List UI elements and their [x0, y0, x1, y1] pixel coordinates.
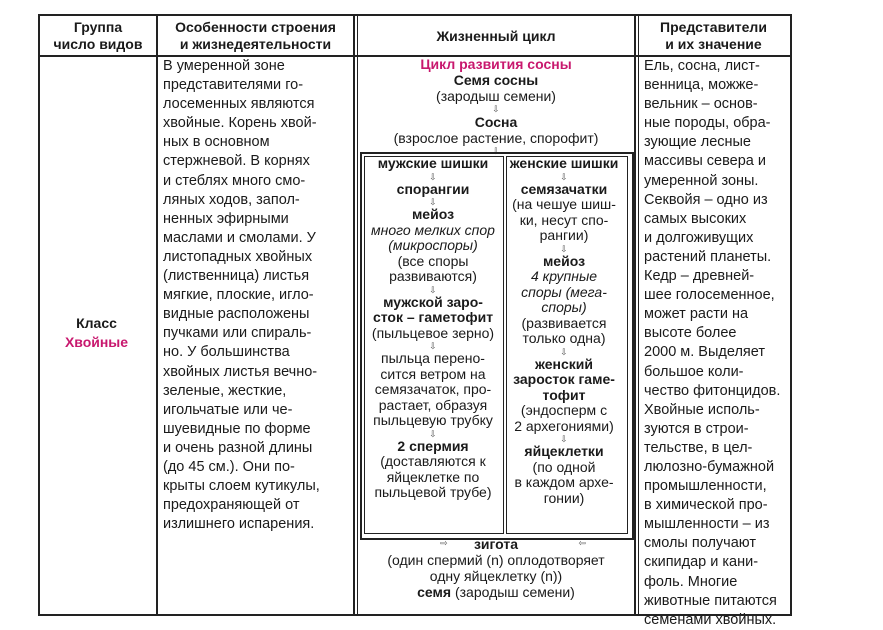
- arrow-right-icon: ⇨: [440, 538, 448, 548]
- zygote-note-1: (один спермий (n) оплодотворяет: [387, 552, 605, 568]
- reps-line: самых высоких: [644, 210, 747, 227]
- header-representatives: Представители и их значение: [660, 19, 767, 52]
- reps-line: Кедр – древней-: [644, 268, 755, 285]
- reps-line: большое коли-: [644, 363, 744, 380]
- reps-line: шее голосеменное,: [644, 287, 775, 304]
- pine-note: (взрослое растение, спорофит): [393, 130, 599, 146]
- arrow-down-icon: ⇩: [492, 146, 500, 156]
- male-branch: мужские шишки ⇩ спорангии ⇩ мейоз много мелких спор (микроспоры) (все споры развиваются) ⇩ мужской заро- сток – гаметофит (пыльцевое зерно) ⇩ пыльца перено- сится ветром на семязачаток, про- растает, образуя пыльцевую трубку ⇩ 2 спермия (доставляются к яйцеклетке по пыльцевой трубе): [365, 156, 501, 501]
- arrow-down-icon: ⇩: [429, 284, 437, 295]
- reps-line: Секвойя – одно из: [644, 191, 768, 208]
- features-line: ляных ходов, запол-: [163, 191, 300, 208]
- arrow-down-icon: ⇩: [560, 243, 568, 254]
- features-line: (до 45 см.). Они по-: [163, 458, 295, 475]
- reps-line: и долгоживущих: [644, 229, 754, 246]
- reps-line: в химической про-: [644, 497, 768, 514]
- arrow-down-icon: ⇩: [560, 346, 568, 357]
- features-line: ненных эфирными: [163, 210, 289, 227]
- lifecycle-bottom: [358, 536, 634, 600]
- reps-line: венница, можже-: [644, 77, 759, 94]
- seed-title: Семя сосны: [453, 72, 539, 88]
- reps-line: тельстве, в цел-: [644, 439, 753, 456]
- representatives-cell: [644, 57, 784, 630]
- reps-line: животные питаются: [644, 592, 777, 609]
- header-lifecycle: Жизненный цикл: [436, 27, 556, 44]
- features-line: предохраняющей от: [163, 497, 300, 514]
- group-name: Хвойные: [64, 334, 129, 350]
- features-line: В умеренной зоне: [163, 58, 285, 74]
- final-seed-note: (зародыш семени): [454, 584, 575, 600]
- lifecycle-top: [358, 56, 634, 156]
- reps-line: Ель, сосна, лист-: [644, 58, 760, 74]
- reps-line: люлозно-бумажной: [644, 458, 775, 475]
- features-line: крыты слоем кутикулы,: [163, 478, 320, 495]
- features-line: и очень разной длины: [163, 439, 313, 456]
- reps-line: может расти на: [644, 306, 749, 323]
- arrow-left-icon: ⇦: [578, 538, 586, 548]
- features-line: (лиственница) листья: [163, 268, 310, 285]
- features-line: хвойные. Корень хвой-: [163, 115, 317, 132]
- features-line: ных в основном: [163, 134, 270, 151]
- pine-title: Сосна: [474, 114, 518, 130]
- reps-line: смолы получают: [644, 535, 756, 552]
- column-divider-3: [634, 14, 636, 614]
- reps-line: 2000 м. Выделяет: [644, 344, 765, 361]
- gymnosperm-table: [38, 14, 790, 628]
- features-line: излишнего испарения.: [163, 516, 315, 533]
- reps-line: семенами хвойных.: [644, 611, 777, 628]
- reps-line: чество фитонцидов.: [644, 382, 781, 399]
- header-group: Группа число видов: [53, 19, 143, 52]
- lifecycle-box: [360, 152, 634, 540]
- features-line: хвойных листья вечно-: [163, 363, 318, 380]
- reps-line: мышленности – из: [644, 516, 770, 533]
- reps-line: растений планеты.: [644, 248, 772, 265]
- arrow-down-icon: ⇩: [560, 171, 568, 182]
- seed-note: (зародыш семени): [436, 88, 556, 104]
- column-divider-2: [353, 14, 355, 614]
- reps-line: Хвойные исполь-: [644, 401, 760, 418]
- features-cell: [163, 57, 346, 534]
- header-features: Особенности строения и жизнедеятельности: [175, 19, 336, 52]
- reps-line: скипидар и кани-: [644, 554, 759, 571]
- arrow-down-icon: ⇩: [560, 434, 568, 444]
- reps-line: промышленности,: [644, 478, 767, 495]
- reps-line: массивы севера и: [644, 153, 766, 170]
- zygote-title: зигота: [473, 536, 519, 552]
- reps-line: зуются в строи-: [644, 420, 749, 437]
- group-label: Класс: [76, 315, 117, 331]
- reps-line: высоте более: [644, 325, 737, 342]
- features-line: лосеменных являются: [163, 96, 315, 113]
- features-line: листопадных хвойных: [163, 248, 313, 265]
- column-divider-3b: [638, 14, 639, 614]
- features-line: зеленые, жесткие,: [163, 382, 287, 399]
- reps-line: вельник – основ-: [644, 96, 758, 113]
- arrow-down-icon: ⇩: [429, 428, 437, 439]
- group-cell: [38, 314, 155, 352]
- features-line: маслами и смолами. У: [163, 229, 316, 246]
- female-branch: женские шишки ⇩ семязачатки (на чешуе шиш- ки, несут спо- рангии) ⇩ мейоз 4 крупные споры (мега- споры) (развивается только одна) ⇩ женский заросток гаме- тофит (эндосперм с 2 архегониями) ⇩ яйцеклетки (по одной в каждом архе- гонии): [500, 156, 628, 506]
- arrow-down-icon: ⇩: [492, 104, 500, 114]
- features-line: пучками или спираль-: [163, 325, 312, 342]
- arrow-down-icon: ⇩: [429, 341, 437, 351]
- reps-line: фоль. Многие: [644, 573, 738, 590]
- arrow-down-icon: ⇩: [429, 171, 437, 182]
- features-line: шуевидные по форме: [163, 420, 311, 437]
- column-divider-1: [156, 14, 158, 614]
- features-line: мягкие, плоские, игло-: [163, 287, 314, 304]
- features-line: видные расположены: [163, 306, 310, 323]
- arrow-down-icon: ⇩: [429, 197, 437, 207]
- reps-line: ные породы, обра-: [644, 115, 771, 132]
- features-line: игольчатые или че-: [163, 401, 293, 418]
- reps-line: умеренной зоны.: [644, 172, 759, 189]
- final-seed: семя: [417, 584, 452, 600]
- zygote-note-2: одну яйцеклетку (n)): [429, 568, 563, 584]
- features-line: и стеблях много смо-: [163, 172, 306, 189]
- features-line: стержневой. В корнях: [163, 153, 310, 170]
- lifecycle-title: Цикл развития сосны: [420, 56, 572, 72]
- features-line: представителями го-: [163, 77, 304, 94]
- features-line: но. У большинства: [163, 344, 290, 361]
- reps-line: зующие лесные: [644, 134, 752, 151]
